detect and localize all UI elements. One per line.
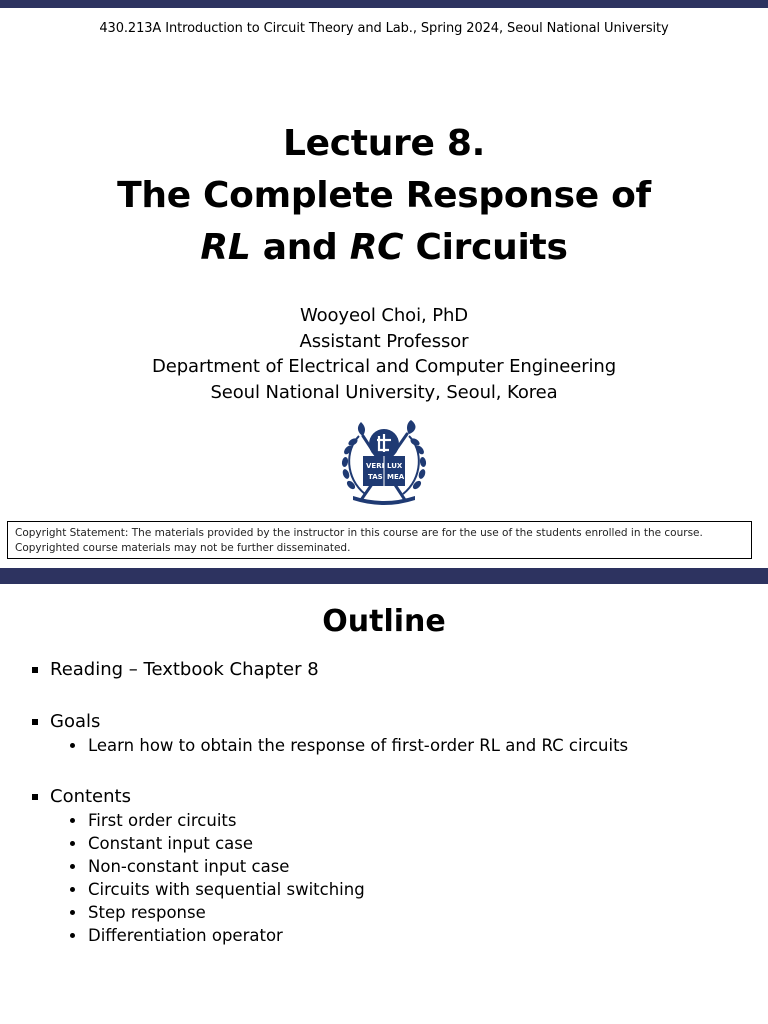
title-line-3 (0, 222, 768, 274)
title-and: and (250, 227, 350, 268)
top-accent-bar (0, 568, 768, 584)
outline-item-contents (32, 785, 752, 947)
outline-item-goals (32, 710, 752, 757)
author-name: Wooyeol Choi, PhD (299, 305, 469, 326)
university-emblem-icon (339, 416, 429, 508)
outline-title: Outline (322, 604, 446, 639)
outline-item-reading (32, 658, 752, 682)
author-position: Assistant Professor (299, 330, 469, 352)
title-circuits: Circuits (403, 227, 568, 268)
list-item: Learn how to obtain the response of first-order RL and RC circuits (50, 734, 752, 757)
author-department: Department of Electrical and Computer Engineering (151, 356, 617, 377)
outline-slide (0, 568, 768, 1008)
top-accent-bar (0, 0, 768, 8)
list-item-label: Goals (50, 711, 101, 732)
author-university: Seoul National University, Seoul, Korea (210, 381, 558, 403)
copyright-statement: Copyright Statement: The materials provided by the instructor in this course are for the use of the students enrolled in the course. Copyrighted course materials may not be further disseminated. (7, 521, 752, 559)
course-header: 430.213A Introduction to Circuit Theory and Lab., Spring 2024, Seoul National University (99, 21, 669, 36)
list-item: Circuits with sequential switching (50, 878, 752, 901)
outline-list (32, 658, 752, 975)
goals-sublist (50, 734, 752, 757)
list-item: Differentiation operator (50, 924, 752, 947)
title-line-1: Lecture 8. (283, 123, 485, 164)
title-rl: RL (200, 227, 251, 268)
emblem-text-tr: LUX (387, 462, 403, 470)
list-item-label: Reading – Textbook Chapter 8 (50, 659, 319, 680)
emblem-text-br: MEA (387, 473, 405, 481)
title-line-2: The Complete Response of (117, 175, 651, 216)
list-item: First order circuits (50, 809, 752, 832)
list-item: Non-constant input case (50, 855, 752, 878)
emblem-text-tl: VERI (366, 462, 385, 470)
list-item: Step response (50, 901, 752, 924)
contents-sublist (50, 809, 752, 947)
emblem-text-bl: TAS (368, 473, 383, 481)
list-item: Constant input case (50, 832, 752, 855)
title-rc: RC (349, 227, 404, 268)
lecture-title (0, 118, 768, 274)
list-item-label: Contents (50, 786, 131, 807)
author-block (0, 303, 768, 405)
